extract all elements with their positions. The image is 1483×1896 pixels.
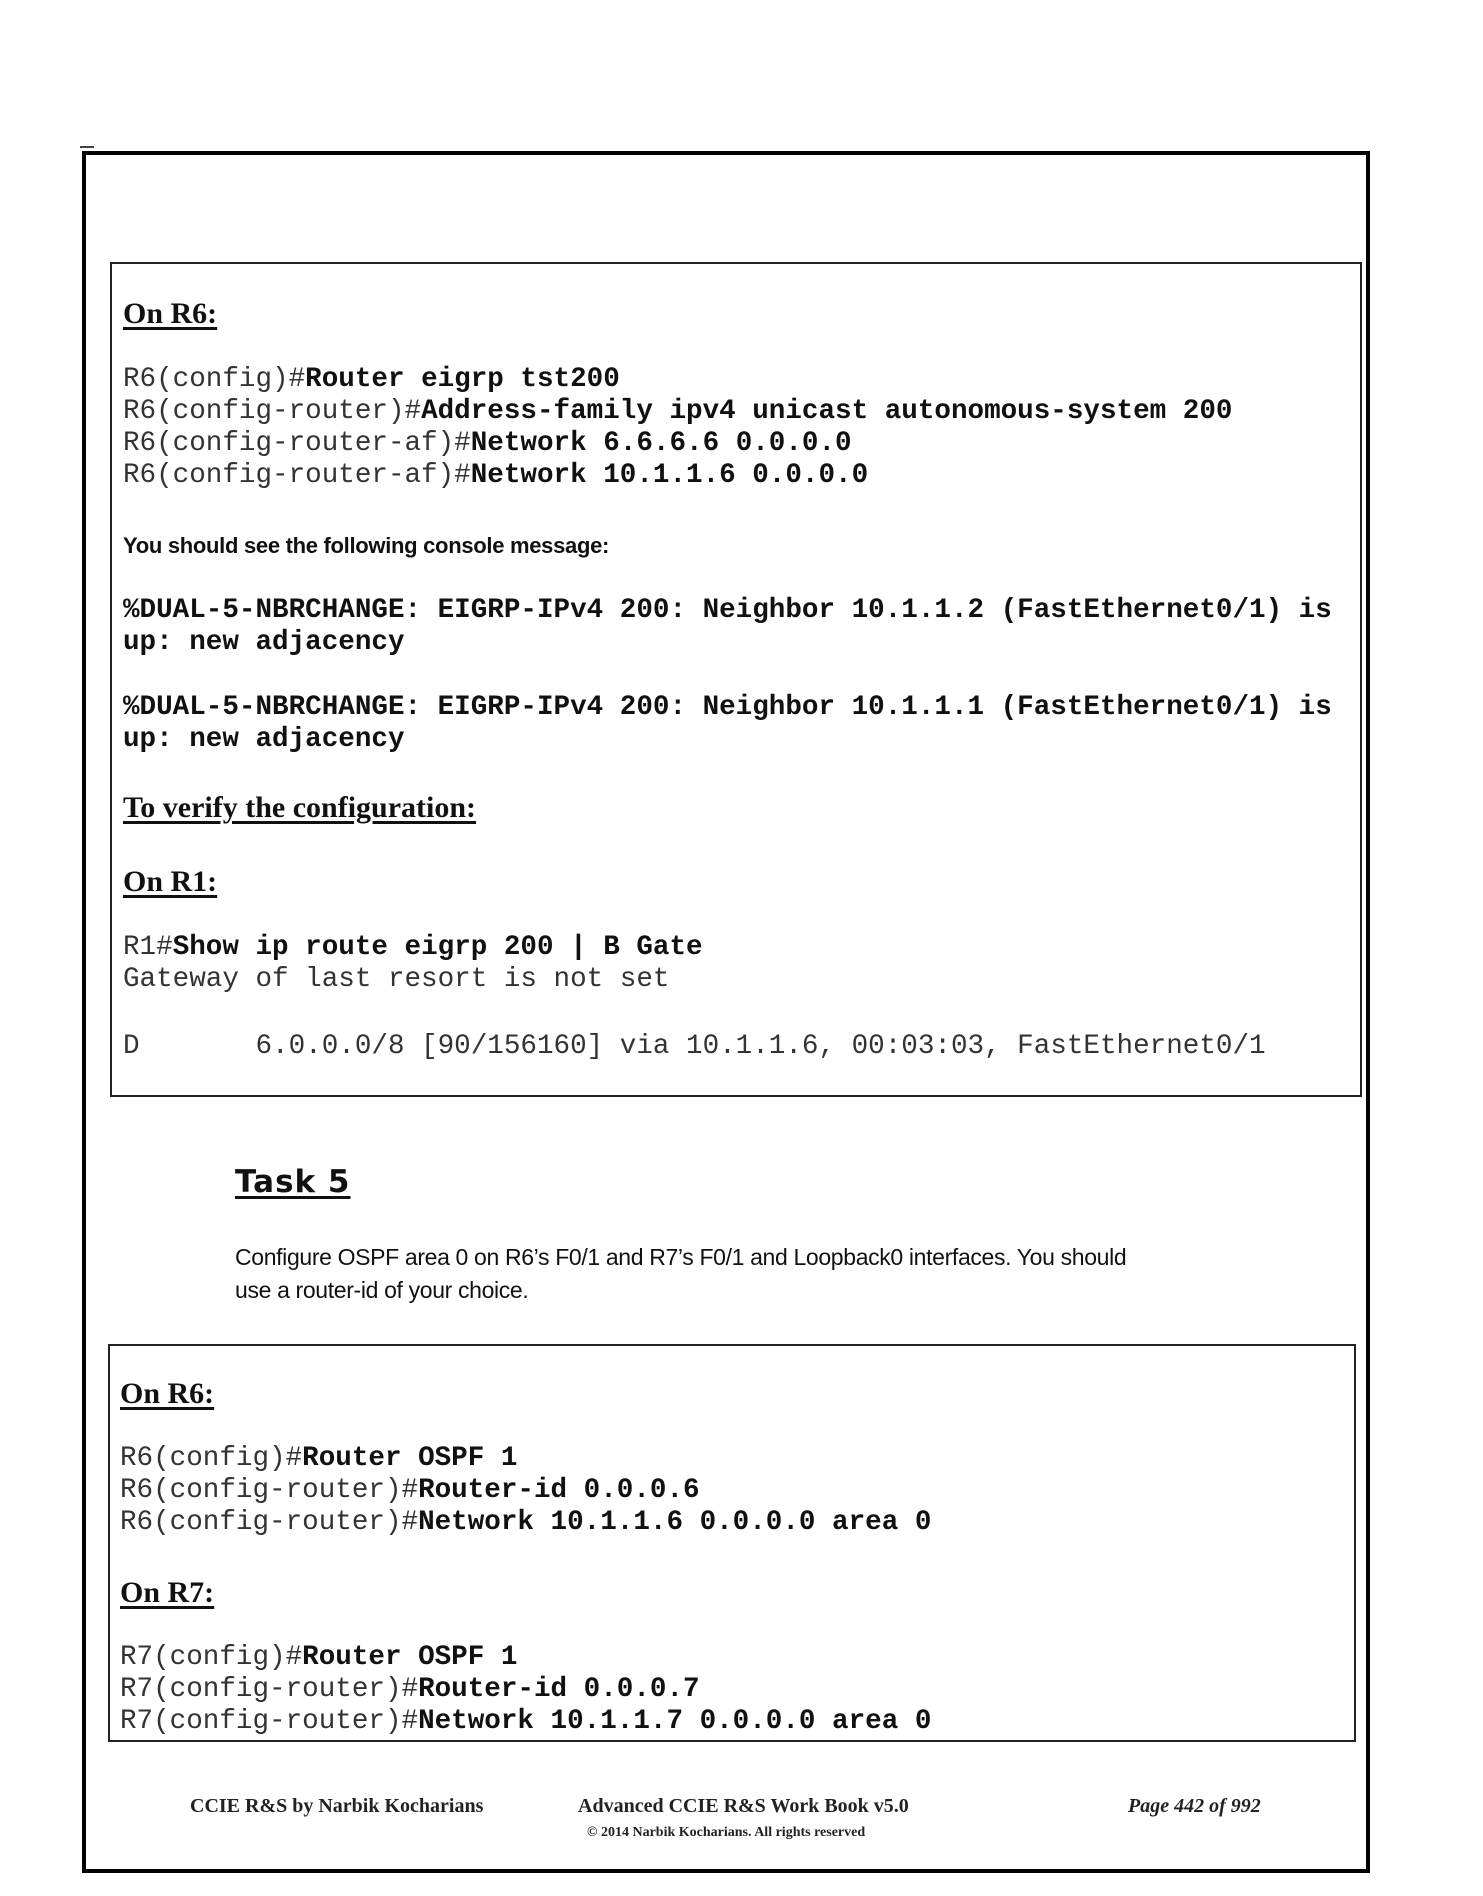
config-line [123,396,1232,428]
footer-page-number: Page 442 of 992 [1128,1795,1261,1817]
output-text: D 6.0.0.0/8 [90/156160] via 10.1.1.6, 00:03:03, FastEthernet0/1 [123,1031,1266,1062]
heading-verify: To verify the configuration: [123,791,477,824]
command: Router eigrp tst200 [305,364,620,395]
task-description-line: use a router-id of your choice. [235,1277,529,1303]
output-text: Gateway of last resort is not set [123,964,670,995]
task-description-line: Configure OSPF area 0 on R6’s F0/1 and R7’s F0/1 and Loopback0 interfaces. You should [235,1244,1127,1270]
console-message-line: up: new adjacency [123,724,405,755]
prompt: R7(config)# [120,1642,303,1673]
heading-on-r6: On R6: [120,1377,215,1410]
prompt: R6(config-router-af)# [123,428,471,459]
config-line [120,1507,931,1539]
command: Show ip route eigrp 200 | B Gate [172,932,703,963]
heading-on-r7: On R7: [120,1576,215,1609]
prompt: R7(config-router)# [120,1674,419,1705]
console-message-line: up: new adjacency [123,627,405,658]
route-entry [123,1031,1266,1063]
command: Router-id 0.0.0.6 [418,1475,700,1506]
command: Network 10.1.1.7 0.0.0.0 area 0 [418,1706,932,1737]
command: Router-id 0.0.0.7 [418,1674,700,1705]
command: Router OSPF 1 [302,1642,518,1673]
config-line [120,1706,931,1738]
scan-artifact [80,146,94,148]
footer-book-title: Advanced CCIE R&S Work Book v5.0 [578,1795,909,1817]
console-message-line: %DUAL-5-NBRCHANGE: EIGRP-IPv4 200: Neighbor 10.1.1.2 (FastEthernet0/1) is [123,595,1332,626]
command: Network 10.1.1.6 0.0.0.0 [470,460,869,491]
command: Network 10.1.1.6 0.0.0.0 area 0 [418,1507,932,1538]
prompt: R7(config-router)# [120,1706,419,1737]
config-line [120,1642,517,1674]
config-line [120,1475,700,1507]
prompt: R6(config)# [123,364,306,395]
config-line [120,1443,517,1475]
prompt: R6(config)# [120,1443,303,1474]
footer-author: CCIE R&S by Narbik Kocharians [190,1795,484,1817]
config-line [120,1674,700,1706]
footer-copyright: © 2014 Narbik Kocharians. All rights reserved [587,1825,866,1840]
command: Network 6.6.6.6 0.0.0.0 [470,428,852,459]
prompt: R6(config-router)# [120,1507,419,1538]
command: Router OSPF 1 [302,1443,518,1474]
config-line [123,364,620,396]
heading-on-r1: On R1: [123,865,218,898]
prompt: R6(config-router)# [123,396,422,427]
show-command-line [123,932,703,964]
prompt: R1# [123,932,173,963]
config-line [123,460,868,492]
heading-on-r6: On R6: [123,297,218,330]
config-line [123,428,852,460]
task-title: Task 5 [235,1164,351,1200]
show-output-line [123,964,669,996]
prompt: R6(config-router-af)# [123,460,471,491]
command: Address-family ipv4 unicast autonomous-system 200 [421,396,1233,427]
console-message-line: %DUAL-5-NBRCHANGE: EIGRP-IPv4 200: Neighbor 10.1.1.1 (FastEthernet0/1) is [123,692,1332,723]
prompt: R6(config-router)# [120,1475,419,1506]
console-note: You should see the following console message: [123,533,610,558]
